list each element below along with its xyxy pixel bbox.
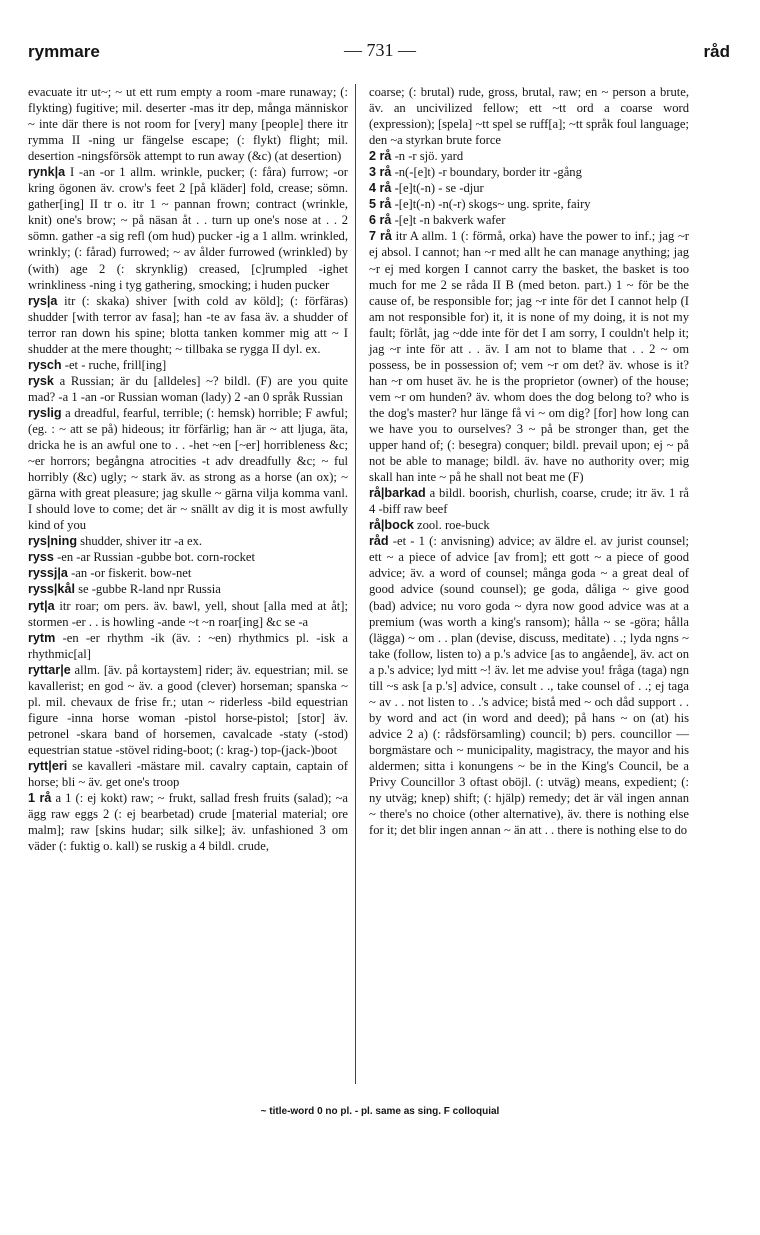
dictionary-entry xyxy=(28,598,348,630)
footer-legend: ~ title-word 0 no pl. - pl. same as sing. F colloquial xyxy=(260,1106,500,1117)
entry-definition: zool. roe-buck xyxy=(413,518,490,533)
dictionary-entry xyxy=(28,790,348,854)
entry-headword: ryttar|e xyxy=(28,662,71,677)
entry-definition: -an -or fiskerit. bow-net xyxy=(67,566,192,581)
dictionary-entry xyxy=(369,148,689,164)
entry-headword: 6 rå xyxy=(369,213,392,228)
entry-definition: itr (: skaka) shiver [with cold av köld]; (: förfäras) shudder [with terror av fasa]; han -te av fasa äv. a shudder of terror ran down his spine; blotta tanken kommer mig att ~ I shudder at the mere thought; ~ tillbaka se rygga II dyl. ex. xyxy=(28,293,348,356)
entry-definition: allm. [äv. på kortaystem] rider; äv. equestrian; mil. se kavallerist; en god ~ äv. a good (clever) horseman; spanska ~ pl. mil. chevaux de frise fr.; utan ~ riderless -bild equestrian figure -inna horse woman -pistol horse-pistol; [stor] äv. petronel -skara band of horsemen, cavalcade -staty (-stod) equestrian statue -stövel riding-boot; (: krag-) top-(jack-)boot xyxy=(28,662,348,757)
dictionary-entry xyxy=(28,84,348,164)
entry-definition: itr roar; om pers. äv. bawl, yell, shout [alla med at åt]; stormen -er . . is howling -ande ~t ~n roar[ing] &c se -a xyxy=(28,598,348,629)
column-divider xyxy=(355,84,356,1084)
dictionary-entry xyxy=(28,758,348,790)
entry-definition: -n -r sjö. yard xyxy=(391,149,464,164)
entry-headword: ryt|a xyxy=(28,598,55,613)
entry-headword: rytm xyxy=(28,630,56,645)
entry-definition: a dreadful, fearful, terrible; (: hemsk) horrible; F awful; (eg. : ~ att se på) hideous; itr förfärlig; han är ~ att ljuga, äta, dricka he is an awful one to . . -het ~en [~er] horribleness &c; ~er horrors; begångna atrocities -t adv dreadfully &c; ~ ful horribly (&c) ugly; ~ stark äv. as strong as a horse (an ox); ~ gärna with great pleasure; jag skulle ~ gärna vilja komma vanl. I should love to come; det är ~ snällt av dig it is most awfully kind of you xyxy=(28,405,348,533)
entry-definition: shudder, shiver itr -a ex. xyxy=(77,534,203,549)
entry-definition: evacuate itr ut~; ~ ut ett rum empty a room -mare runaway; (: flykting) fugitive; mil. deserter -mas itr dep, många människor ~ inte där there is not room for [very] many [people] there itr rymma II -ning ur fängelse escape; (: flykt) flight; mil. desertion -ningsförsök attempt to run away (&c) (at desertion) xyxy=(28,85,348,164)
entry-definition: a bildl. boorish, churlish, coarse, crude; itr äv. 1 rå 4 -biff raw beef xyxy=(369,486,689,517)
entry-headword: ryss xyxy=(28,550,54,565)
dictionary-entry xyxy=(369,533,689,838)
entry-definition: -[e]t -n bakverk wafer xyxy=(391,213,506,228)
dictionary-entry xyxy=(28,581,348,597)
dictionary-entry xyxy=(369,212,689,228)
dictionary-entry xyxy=(28,630,348,662)
dictionary-entry xyxy=(28,293,348,357)
entry-headword: rynk|a xyxy=(28,165,66,180)
dictionary-entry xyxy=(28,164,348,292)
entry-headword: rys|ning xyxy=(28,534,78,549)
entry-headword: 4 rå xyxy=(369,181,392,196)
page-number: — 731 — xyxy=(344,40,416,60)
entry-definition: itr A allm. 1 (: förmå, orka) have the power to inf.; jag ~r ej absol. I cannot; han ~r med allt he can manage anything; jag ~r ej med korgen I cannot carry the basket, the basket is too much for me 2 se råda II B (med beton. part.) 1 ~ för be the cause of, be responsible for; jag ~r inte för det I cannot help (I am not responsible for) it, it is none of my doing, it is not my fault; förlåt, jag ~dde inte för det I am sorry, I couldn't help it; jag ~r inte för att . . äv. I am not to blame that . . 2 ~ om possess, be in possession of; vem ~r om det? äv. whose is it? han ~r om huset äv. he is the proprietor (owner) of the house; vem ~r om hunden? äv. whom does the dog belong to? who is the dog's master? hur länge få vi ~ om dig? [for] how long can we have you to ourselves? 3 ~ på be stronger than, get the upper hand of; (: besegra) conquer; bildl. prevail upon; ej ~ på not be able to manage; bildl. äv. have no authority over; mig skall han inte ~ på he shall not beat me (F) xyxy=(369,229,689,485)
right-column xyxy=(369,84,689,838)
entry-headword: ryssj|a xyxy=(28,566,68,581)
entry-definition: se -gubbe R-land npr Russia xyxy=(74,582,221,597)
entry-headword: 1 rå xyxy=(28,791,52,806)
dictionary-entry xyxy=(369,164,689,180)
header-guide-word-left: rymmare xyxy=(28,42,100,61)
entry-headword: rytt|eri xyxy=(28,758,68,773)
entry-definition: -n(-[e]t) -r boundary, border itr -gång xyxy=(391,165,582,180)
entry-definition: -en -er rhythm -ik (äv. : ~en) rhythmics pl. -isk a rhythmic[al] xyxy=(28,630,348,661)
dictionary-entry xyxy=(28,373,348,405)
dictionary-entry xyxy=(28,565,348,581)
dictionary-entry xyxy=(369,485,689,517)
entry-definition: a Russian; är du [alldeles] ~? bildl. (F) are you quite mad? -a 1 -an -or Russian woman (lady) 2 -an 0 språk Russian xyxy=(28,373,348,404)
entry-headword: råd xyxy=(369,534,389,549)
entry-headword: rysk xyxy=(28,373,54,388)
entry-definition: -en -ar Russian -gubbe bot. corn-rocket xyxy=(53,550,256,565)
entry-headword: 3 rå xyxy=(369,165,392,180)
header-guide-word-right: råd xyxy=(703,42,730,61)
entry-headword: ryss|kål xyxy=(28,582,75,597)
entry-definition: -et - ruche, frill[ing] xyxy=(61,357,167,372)
dictionary-entry xyxy=(369,84,689,148)
entry-headword: rys|a xyxy=(28,293,58,308)
dictionary-entry xyxy=(369,228,689,485)
dictionary-entry xyxy=(28,405,348,533)
entry-definition: se kavalleri -mästare mil. cavalry captain, captain of horse; bli ~ äv. get one's troop xyxy=(28,758,348,790)
entry-definition: -et - 1 (: anvisning) advice; av äldre el. av jurist counsel; ett ~ a piece of advice [av from]; ett gott ~ a piece of good advice; äv. a word of counsel; många goda ~ a great deal of good advice (sound counsel); ge goda, dåliga ~ give good (bad) advice; nu voro goda ~ dyra now good advice was at a premium (was worth a king's ransom); hålla ~ se -göra; hålla (lägga) ~ om . . plan (devise, discuss, meditate) . .; lyda ngns ~ take (follow, listen to) a p.'s advice [as to angående], äv. act on a p.'s advice; lyd mitt ~! äv. let me advise you! fråga (taga) ngn till ~s ask [a p.'s] advice, consult . ., take counsel of . .; ej taga ~ av . . not listen to . .'s advice; bistå med ~ och dåd support . . by word and act (in word and deed); på hans ~ on (at) his advice 2 a) (: rådsförsamling) council; b) pers. councillor — borgmästare och ~ municipality, magistracy, the mayor and his aldermen; sitta i konungens ~ be in the King's Council, be a Privy Councillor 3 oftast oböjl. (: utväg) means, expedient; (: ny utväg; knep) shift; (: hjälp) remedy; det är väl ingen annan ~ there's no choice (other alternative), äv. there is nothing else for it; det blir ingen annan ~ än att . . there is nothing else to do xyxy=(369,534,689,838)
entry-definition: -[e]t(-n) - se -djur xyxy=(391,181,484,196)
dictionary-entry xyxy=(369,196,689,212)
dictionary-entry xyxy=(28,357,348,373)
entry-headword: rå|bock xyxy=(369,518,414,533)
dictionary-entry xyxy=(369,517,689,533)
dictionary-entry xyxy=(28,662,348,758)
dictionary-entry xyxy=(28,533,348,549)
entry-headword: 5 rå xyxy=(369,197,392,212)
entry-headword: 2 rå xyxy=(369,149,392,164)
entry-headword: rysch xyxy=(28,357,62,372)
dictionary-entry xyxy=(28,549,348,565)
left-column xyxy=(28,84,348,854)
entry-definition: -[e]t(-n) -n(-r) skogs~ ung. sprite, fairy xyxy=(391,197,591,212)
entry-headword: ryslig xyxy=(28,405,62,420)
entry-headword: rå|barkad xyxy=(369,486,426,501)
entry-definition: coarse; (: brutal) rude, gross, brutal, raw; en ~ person a brute, äv. an uncivilized fellow; ett ~tt ord a coarse word (expression); [spela] ~tt spel se ruff[a]; ~tt språk foul language; den ~a styrkan brute force xyxy=(369,85,689,148)
dictionary-entry xyxy=(369,180,689,196)
entry-definition: a 1 (: ej kokt) raw; ~ frukt, sallad fresh fruits (salad); ~a ägg raw eggs 2 (: ej bearbetad) crude [material material; ore malm]; raw [skins hudar; silk silke]; äv. unfashioned 3 om väder (: fuktig o. kall) se ruskig a 4 bildl. crude, xyxy=(28,791,348,854)
entry-definition: I -an -or 1 allm. wrinkle, pucker; (: fåra) furrow; -or kring ögonen äv. crow's feet 2 [på kläder] fold, crease; sömn. gather[ing] II tr o. itr 1 ~ pannan frown; contract (wrinkle, knit) one's brow; ~ på näsan åt . . turn up one's nose at . . 2 sömn. gather -a sig refl (om hud) pucker -ig a 1 allm. wrinkled, wrinkly; (: fårad) furrowed; ~ av ålder furrowed (wrinkled) by (with) age 2 (: skrynklig) creased, [c]rumpled -ighet wrinkliness -ning i tyg gathering, smocking; i huden pucker xyxy=(28,165,348,292)
entry-headword: 7 rå xyxy=(369,229,392,244)
